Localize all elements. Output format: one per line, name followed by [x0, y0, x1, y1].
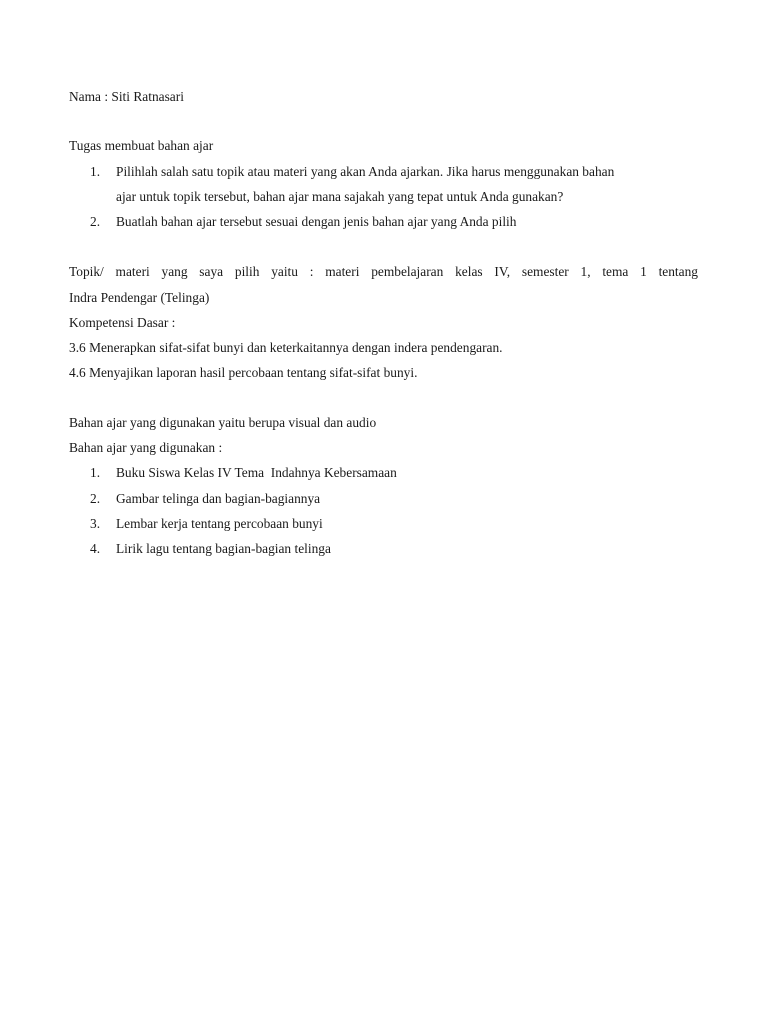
list-item-text: Gambar telinga dan bagian-bagiannya	[116, 491, 321, 506]
student-name: Nama : Siti Ratnasari	[69, 89, 184, 104]
material-item-1	[90, 464, 397, 482]
list-item-text: Lirik lagu tentang bagian-bagian telinga	[116, 541, 331, 556]
material-item-2	[90, 490, 320, 508]
list-number: 2.	[90, 214, 101, 229]
materials-list-label: Bahan ajar yang digunakan :	[69, 440, 223, 455]
material-item-3	[90, 515, 323, 533]
task-item-1-continuation: ajar untuk topik tersebut, bahan ajar mana sajakah yang tepat untuk Anda gunakan?	[116, 189, 564, 204]
material-item-4	[90, 540, 331, 558]
competency-item-1: 3.6 Menerapkan sifat-sifat bunyi dan keterkaitannya dengan indera pendengaran.	[69, 340, 503, 355]
competency-item-2: 4.6 Menyajikan laporan hasil percobaan tentang sifat-sifat bunyi.	[69, 365, 418, 380]
competency-label: Kompetensi Dasar :	[69, 315, 176, 330]
task-item-2	[90, 213, 516, 231]
list-item-text: Pilihlah salah satu topik atau materi yang akan Anda ajarkan. Jika harus menggunakan bahan	[116, 164, 615, 179]
list-item-text: Lembar kerja tentang percobaan bunyi	[116, 516, 323, 531]
list-item-text: Buatlah bahan ajar tersebut sesuai dengan jenis bahan ajar yang Anda pilih	[116, 214, 517, 229]
topic-line: Topik/ materi yang saya pilih yaitu : materi pembelajaran kelas IV, semester 1, tema 1 tentang	[69, 264, 698, 279]
materials-intro: Bahan ajar yang digunakan yaitu berupa visual dan audio	[69, 415, 377, 430]
list-item-text: Buku Siswa Kelas IV Tema Indahnya Kebersamaan	[116, 465, 397, 480]
list-number: 2.	[90, 491, 101, 506]
list-number: 3.	[90, 516, 101, 531]
list-number: 1.	[90, 465, 101, 480]
list-number: 1.	[90, 164, 101, 179]
list-number: 4.	[90, 541, 101, 556]
task-item-1	[90, 163, 614, 181]
topic-line-continuation: Indra Pendengar (Telinga)	[69, 290, 210, 305]
task-title: Tugas membuat bahan ajar	[69, 138, 214, 153]
